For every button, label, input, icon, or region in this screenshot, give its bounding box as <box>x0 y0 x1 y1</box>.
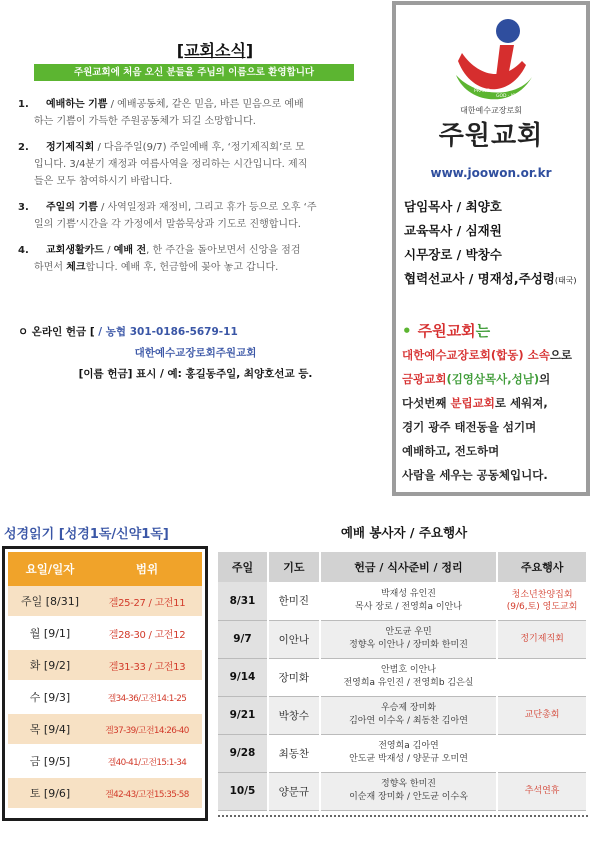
notice-title: 주일의 기쁨 <box>46 202 98 213</box>
prayer-leader: 박창수 <box>268 696 320 734</box>
intro-church-name: 주원교회 <box>417 322 476 340</box>
intro-text: 는 <box>475 322 491 340</box>
header-duty: 헌금 / 식사준비 / 정리 <box>320 552 497 582</box>
service-date: 9/7 <box>218 620 268 658</box>
notice-text: / 다음주일(9/7) 주일예배 후, ‘정기제직회’로 모 <box>94 142 305 153</box>
duty-line: 안도균 박재성 / 양문규 오미연 <box>349 754 468 764</box>
reading-day: 수 [9/3] <box>29 691 71 704</box>
staff-item: 교육목사 / 심재원 <box>404 223 502 238</box>
staff-item: 시무장로 / 박창수 <box>404 247 502 262</box>
table-row <box>8 778 202 808</box>
reading-range: 겔37-39/고전14:26-40 <box>105 725 189 736</box>
header-event: 주요행사 <box>497 552 587 582</box>
staff-country: (태국) <box>554 276 577 285</box>
svg-text:PRAISE: PRAISE <box>474 89 490 94</box>
notice-number: 1. <box>18 99 29 110</box>
intro-highlight-green: (김영삼목사,성남) <box>446 372 540 386</box>
notice-text: / 사역일정과 재정비, 그리고 휴가 등으로 오후 ‘주 <box>97 202 317 213</box>
service-schedule-title: 예배 봉사자 / 주요행사 <box>340 525 468 540</box>
reading-day: 목 [9/4] <box>29 723 71 736</box>
event-text: 정기제직회 <box>520 634 564 644</box>
duty-cell <box>320 734 497 772</box>
table-header-row <box>218 552 587 582</box>
svg-text:GOD · JOOWON: GOD · JOOWON <box>496 94 531 99</box>
event-cell <box>497 696 587 734</box>
notice-title: 정기제직회 <box>46 142 95 153</box>
notice-text: 일의 기쁨’시간을 각 가정에서 말씀묵상과 기도로 진행합니다. <box>34 219 301 230</box>
duty-cell <box>320 772 497 810</box>
church-website-link[interactable]: www.joowon.or.kr <box>430 166 552 180</box>
notice-text: 하는 기쁨이 가득한 주원공동체가 되길 소망합니다. <box>34 116 256 127</box>
news-title: [교회소식] <box>176 41 254 60</box>
notice-number: 4. <box>18 245 29 256</box>
prayer-leader: 이안나 <box>268 620 320 658</box>
duty-line: 안도균 우민 <box>385 627 432 637</box>
reading-day: 화 [9/2] <box>29 659 71 672</box>
reading-day: 월 [9/1] <box>29 627 71 640</box>
church-introduction <box>402 319 586 487</box>
notice-item <box>18 242 383 276</box>
service-schedule-table <box>218 552 588 811</box>
reading-day: 금 [9/5] <box>29 755 71 768</box>
duty-line: 정향옥 이안나 / 장미화 한미진 <box>349 640 468 650</box>
bullet-icon: • <box>402 322 412 340</box>
duty-line: 전영희a 유인진 / 전영희b 김은실 <box>343 678 474 688</box>
table-row <box>8 682 202 712</box>
notice-item <box>18 199 383 233</box>
reading-range: 겔42-43/고전15:35-58 <box>105 789 189 800</box>
duty-cell <box>320 582 497 620</box>
service-date: 9/28 <box>218 734 268 772</box>
church-name: 주원교회 <box>438 121 544 151</box>
duty-line: 안범호 이안나 <box>380 665 436 675</box>
duty-cell <box>320 620 497 658</box>
notice-title: 교회생활카드 <box>46 245 104 256</box>
notice-text: / <box>103 245 114 256</box>
event-cell <box>497 734 587 772</box>
bible-table-header <box>8 552 202 586</box>
notice-text: 하면서 <box>34 262 67 273</box>
offering-label: ㅇ 온라인 헌금 [ <box>18 326 95 338</box>
reading-range: 겔31-33 / 고전13 <box>108 661 186 673</box>
table-row <box>218 734 587 772</box>
intro-text: 으로 <box>549 348 573 362</box>
duty-cell <box>320 696 497 734</box>
event-cell <box>497 772 587 810</box>
staff-item: 담임목사 / 최양호 <box>404 199 502 214</box>
table-row <box>218 658 587 696</box>
intro-text: 로 세워져, <box>494 396 548 410</box>
notice-text: 들은 모두 참여하시기 바랍니다. <box>34 176 173 187</box>
prayer-leader: 한미진 <box>268 582 320 620</box>
intro-text: 사람을 세우는 공동체입니다. <box>402 468 548 482</box>
intro-highlight: 금광교회 <box>402 372 447 386</box>
duty-line: 목사 장로 / 전영희a 이안나 <box>355 601 462 612</box>
intro-text: 의 <box>539 372 551 386</box>
table-row <box>8 650 202 680</box>
event-text: 교단총회 <box>524 710 560 720</box>
service-date: 8/31 <box>218 582 268 620</box>
notice-emphasis: 체크 <box>66 262 86 273</box>
event-cell <box>497 620 587 658</box>
church-info-card <box>392 1 590 496</box>
header-prayer: 기도 <box>268 552 320 582</box>
account-holder: 대한예수교장로회주원교회 <box>134 347 257 359</box>
intro-highlight: 분립교회 <box>450 396 495 410</box>
header-date: 주일 <box>218 552 268 582</box>
service-date: 9/14 <box>218 658 268 696</box>
duty-line: 우승제 장미화 <box>380 703 436 713</box>
duty-cell <box>320 658 497 696</box>
event-text: 추석연휴 <box>524 786 560 796</box>
header-day: 요일/일자 <box>25 562 75 576</box>
bank-account: / 농협 301-0186-5679-11 <box>98 326 238 338</box>
service-date: 10/5 <box>218 772 268 810</box>
notice-text: , 한 주간을 돌아보면서 신앙을 점검 <box>146 245 301 256</box>
table-row <box>218 696 587 734</box>
duty-line: 김아연 이수옥 / 최동찬 김아연 <box>349 716 468 726</box>
denomination-label: 대한예수교장로회 <box>460 106 522 115</box>
notice-text: 입니다. 3/4분기 재정과 여름사역을 정리하는 시간입니다. 제직 <box>34 159 308 170</box>
table-row <box>218 772 587 810</box>
service-date: 9/21 <box>218 696 268 734</box>
duty-line: 박재성 유인진 <box>380 588 436 599</box>
staff-text: 협력선교사 / 명재성,주성령 <box>404 271 555 286</box>
intro-highlight: 대한예수교장로회(합동) 소속 <box>402 348 550 362</box>
table-row <box>8 618 202 648</box>
event-cell <box>497 658 587 696</box>
bible-reading-title: 성경읽기 [성경1독/신약1독] <box>4 527 169 542</box>
bible-reading-table <box>2 546 208 821</box>
prayer-leader: 양문규 <box>268 772 320 810</box>
offering-note: [이름 헌금] 표시 / 예: 홍길동주일, 최양호선교 등. <box>78 368 313 380</box>
notice-text: 합니다. 예배 후, 헌금함에 꽂아 놓고 갑니다. <box>85 262 279 273</box>
online-offering <box>18 322 383 385</box>
duty-line: 전영희a 김아연 <box>378 741 439 751</box>
table-row <box>8 746 202 776</box>
notice-emphasis: 예배 전 <box>113 245 147 256</box>
reading-range: 겔34-36/고전14:1-25 <box>107 693 187 704</box>
divider <box>218 815 588 817</box>
prayer-leader: 장미화 <box>268 658 320 696</box>
notice-number: 2. <box>18 142 29 153</box>
prayer-leader: 최동찬 <box>268 734 320 772</box>
reading-range: 겔40-41/고전15:1-34 <box>107 757 187 768</box>
table-row <box>8 714 202 744</box>
notice-text: / 예배공동체, 같은 믿음, 바른 믿음으로 예배 <box>107 99 304 110</box>
reading-range: 겔25-27 / 고전11 <box>108 597 186 609</box>
notice-title: 예배하는 기쁨 <box>46 99 108 110</box>
staff-item <box>404 267 589 293</box>
intro-text: 예배하고, 전도하며 <box>402 444 500 458</box>
intro-text: 경기 광주 태전동을 섬기며 <box>402 420 537 434</box>
notice-item <box>18 96 383 130</box>
intro-text: 다섯번째 <box>402 396 451 410</box>
table-row <box>8 586 202 616</box>
duty-line: 정향옥 한미진 <box>380 779 436 789</box>
staff-list <box>404 195 589 293</box>
table-row <box>218 620 587 658</box>
event-cell <box>497 582 587 620</box>
notice-list <box>18 96 383 285</box>
reading-day: 주일 [8/31] <box>20 595 80 608</box>
welcome-banner: 주원교회에 처음 오신 분들을 주님의 이름으로 환영합니다 <box>34 64 354 81</box>
event-text: 청소년찬양집회 (9/6,토) 영도교회 <box>506 589 578 612</box>
reading-range: 겔28-30 / 고전12 <box>108 629 186 641</box>
table-row <box>218 582 587 620</box>
reading-day: 토 [9/6] <box>29 787 71 800</box>
notice-item <box>18 139 383 190</box>
duty-line: 이순재 장미화 / 안도균 이수옥 <box>349 792 468 802</box>
notice-number: 3. <box>18 202 29 213</box>
header-range: 범위 <box>135 562 159 576</box>
church-logo-icon <box>422 13 562 113</box>
